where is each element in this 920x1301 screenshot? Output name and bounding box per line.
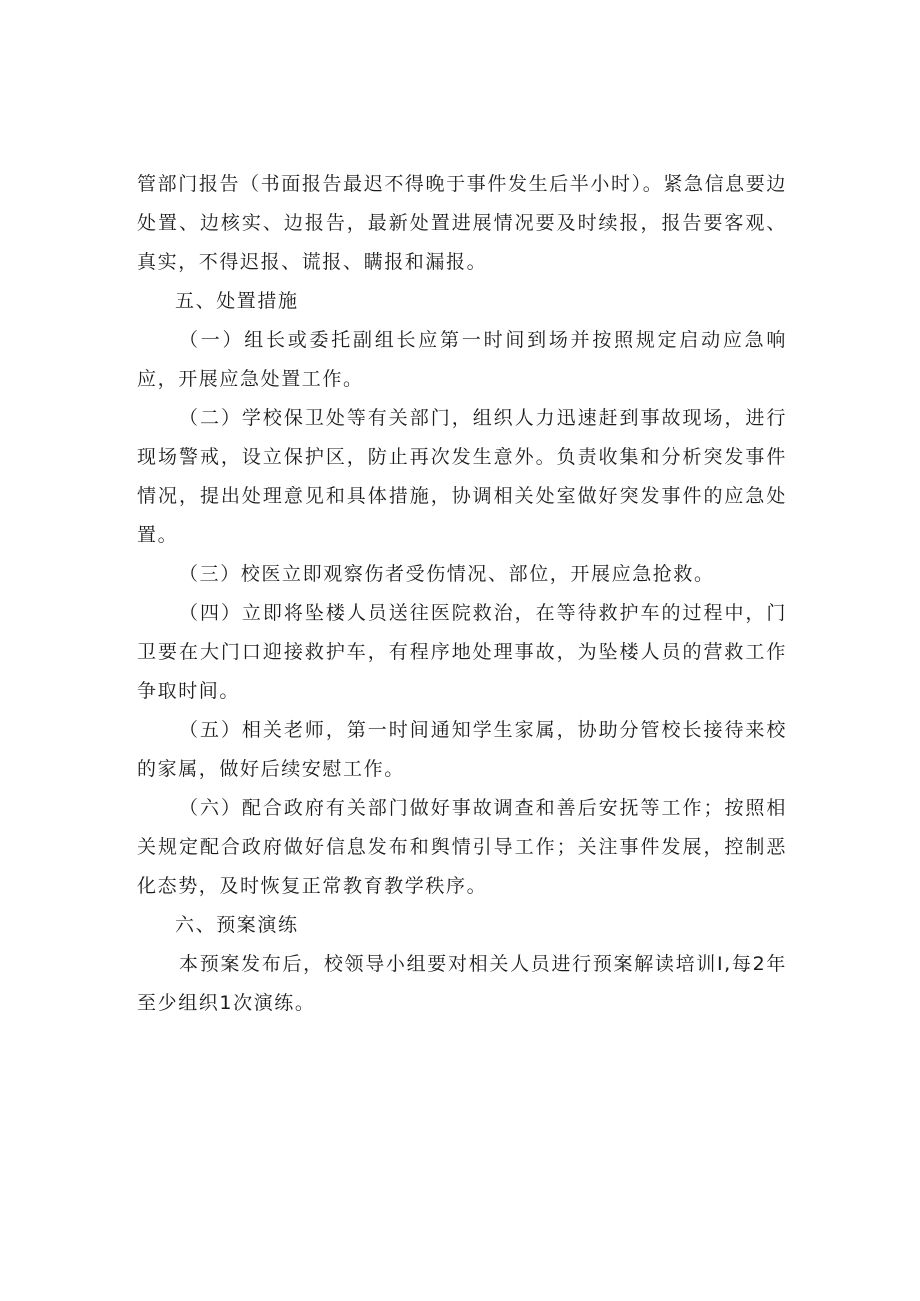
measure-item-1: （一）组长或委托副组长应第一时间到场并按照规定启动应急响应，开展应急处置工作。 [137, 329, 787, 390]
measure-item-5: （五）相关老师，第一时间通知学生家属，协助分管校长接待来校的家属，做好后续安慰工作。 [137, 719, 787, 780]
section-heading-drill: 六、预案演练 [175, 914, 299, 936]
drill-paragraph: 本预案发布后，校领导小组要对相关人员进行预案解读培训I,每2年至少组织1次演练。 [137, 953, 787, 1014]
measure-item-3: （三）校医立即观察伤者受伤情况、部位，开展应急抢救。 [179, 563, 715, 585]
section-heading-measures: 五、处置措施 [175, 290, 299, 312]
document-body [137, 165, 787, 1023]
measure-item-2: （二）学校保卫处等有关部门，组织人力迅速赶到事故现场，进行现场警戒，设立保护区，防止再次发生意外。负责收集和分析突发事件情况，提出处理意见和具体措施，协调相关处室做好突发事件的应急处置。 [137, 407, 787, 546]
measure-item-6: （六）配合政府有关部门做好事故调查和善后安抚等工作；按照相关规定配合政府做好信息发布和舆情引导工作；关注事件发展，控制恶化态势，及时恢复正常教育教学秩序。 [137, 797, 787, 897]
paragraph-continuation: 管部门报告（书面报告最迟不得晚于事件发生后半小时）。紧急信息要边处置、边核实、边报告，最新处置进展情况要及时续报，报告要客观、真实，不得迟报、谎报、瞒报和漏报。 [137, 173, 787, 273]
measure-item-4: （四）立即将坠楼人员送往医院救治，在等待救护车的过程中，门卫要在大门口迎接救护车，有程序地处理事故，为坠楼人员的营救工作争取时间。 [137, 602, 787, 702]
